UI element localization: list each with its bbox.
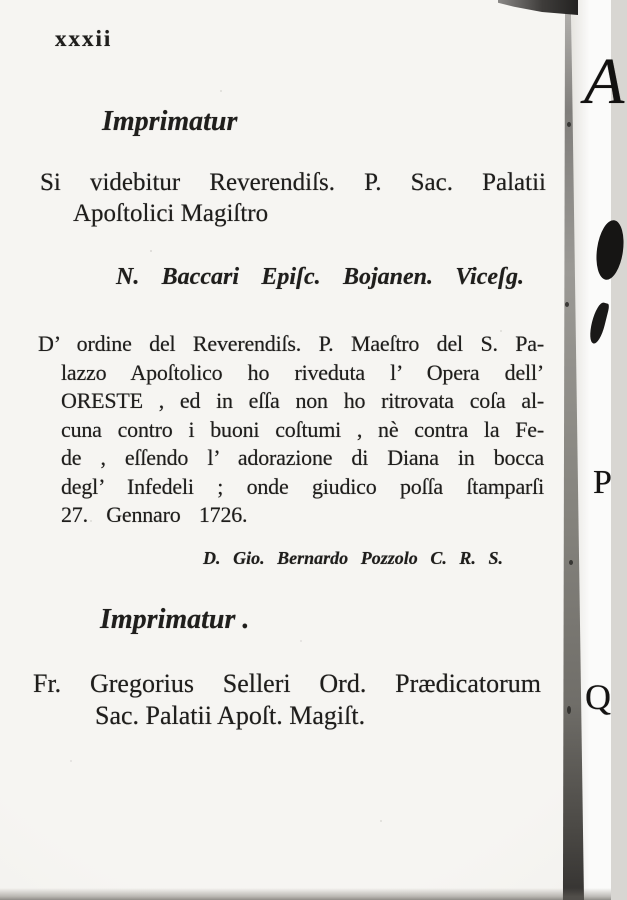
approval-line: lazzo Apoſtolico ho riveduta l’ Opera dell’ — [61, 359, 544, 385]
paper-speckles — [150, 250, 152, 252]
vicegerent-signature: N. Baccari Epiſc. Bojanen. Viceſg. — [116, 264, 524, 290]
approval-line: ORESTE , ed in eſſa non ho ritrovata coſa al- — [61, 388, 544, 413]
gutter-speckle — [569, 560, 573, 565]
adjacent-page-letter-fragment-bottom: Q — [585, 677, 611, 717]
adjacent-page-letter-fragment-top: A — [584, 45, 625, 118]
gutter-speckle — [567, 122, 571, 127]
bottom-edge-shadow — [0, 888, 611, 900]
approval-line: D’ ordine del Reverendiſs. P. Maeſtro del S. Pa- — [38, 331, 544, 356]
approval-line: cuna contro i buoni coſtumi , nè contra la Fe- — [61, 416, 544, 442]
adjacent-page-letter-fragment-middle: P — [593, 464, 612, 501]
page-number: xxxii — [55, 26, 113, 51]
master-signature-line-1: Fr. Gregorius Selleri Ord. Prædicatorum — [33, 669, 541, 698]
gutter-speckle — [565, 302, 569, 307]
gutter-speckle — [567, 706, 571, 714]
approval-paragraph — [38, 330, 544, 530]
approval-line: de , eſſendo l’ adorazione di Diana in bocca — [61, 445, 544, 470]
license-line-1: Si videbitur Reverendiſs. P. Sac. Palatii — [40, 169, 546, 196]
censor-signature: D. Gio. Bernardo Pozzolo C. R. S. — [203, 548, 503, 568]
page-corner-shadow — [498, 0, 578, 15]
license-line-2: Apoſtolici Magiſtro — [73, 200, 269, 227]
master-signature-line-2: Sac. Palatii Apoſt. Magiſt. — [95, 701, 366, 730]
approval-line: degl’ Infedeli ; onde giudico poſſa ſtamparſi — [61, 473, 544, 499]
imprimatur-heading-first: Imprimatur — [102, 106, 238, 137]
approval-date-line: 27. Gennaro 1726. — [61, 502, 248, 527]
imprimatur-heading-second: Imprimatur . — [100, 604, 250, 635]
